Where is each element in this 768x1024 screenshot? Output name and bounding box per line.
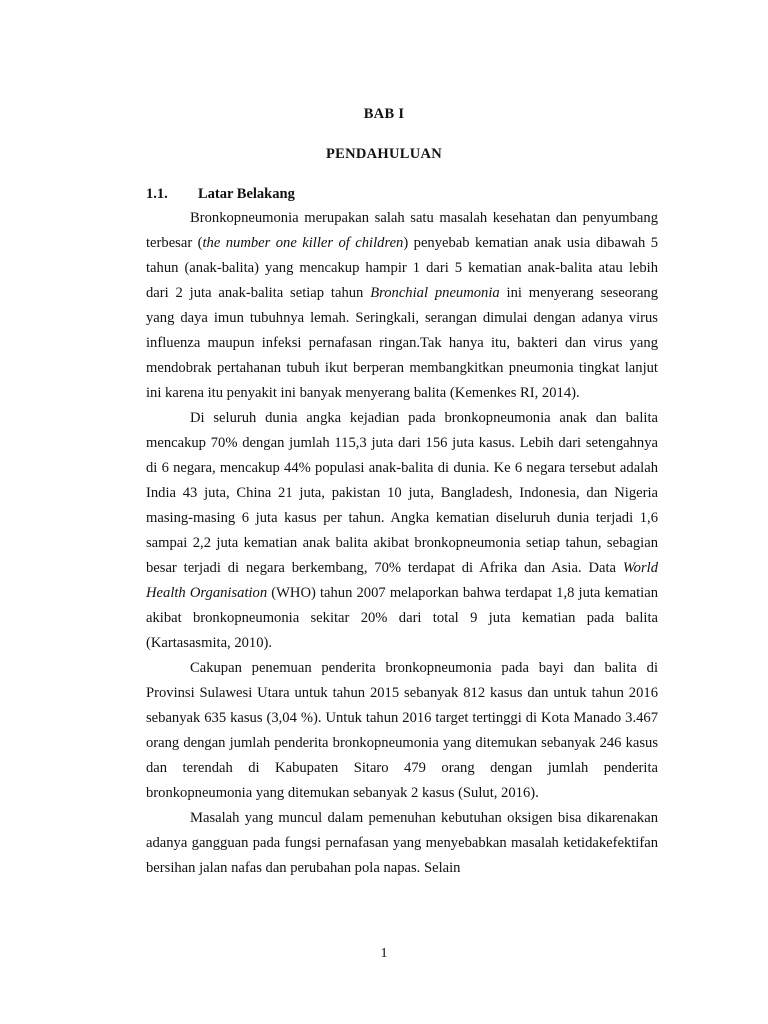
paragraph xyxy=(146,406,658,656)
text-run: Di seluruh dunia angka kejadian pada bronkopneumonia anak dan balita mencakup 70% dengan jumlah 115,3 juta dari 156 juta kasus. Lebih dari setengahnya di 6 negara, mencakup 44% populasi anak-balita di dunia. Ke 6 negara tersebut adalah India 43 juta, China 21 juta, pakistan 10 juta, Bangladesh, Indonesia, dan Nigeria masing-masing 6 juta kasus per tahun. Angka kematian diseluruh dunia terjadi 1,6 sampai 2,2 juta kematian anak balita akibat bronkopneumonia setiap tahun, sebagian besar terjadi di negara berkembang, 70% terdapat di Afrika dan Asia. Data xyxy=(146,410,658,576)
body-text xyxy=(146,206,658,881)
italic-text: World Health Organisation xyxy=(146,560,658,601)
chapter-heading: BAB I xyxy=(363,106,405,122)
section-heading xyxy=(146,186,295,203)
italic-text: Bronchial pneumonia xyxy=(370,285,500,301)
text-run: Cakupan penemuan penderita bronkopneumonia pada bayi dan balita di Provinsi Sulawesi Utara untuk tahun 2015 sebanyak 812 kasus dan untuk tahun 2016 sebanyak 635 kasus (3,04 %). Untuk tahun 2016 target tertinggi di Kota Manado 3.467 orang dengan jumlah penderita bronkopneumonia yang ditemukan sebanyak 246 kasus dan terendah di Kabupaten Sitaro 479 orang dengan jumlah penderita bronkopneumonia yang ditemukan sebanyak 2 kasus (Sulut, 2016). xyxy=(146,660,658,801)
page-number: 1 xyxy=(380,946,388,961)
text-run: Bronkopneumonia merupakan salah satu masalah kesehatan dan penyumbang terbesar ( xyxy=(146,210,658,251)
section-number: 1.1. xyxy=(146,186,168,202)
paragraph xyxy=(146,206,658,406)
text-run: Masalah yang muncul dalam pemenuhan kebutuhan oksigen bisa dikarenakan adanya gangguan pada fungsi pernafasan yang menyebabkan masalah ketidakefektifan bersihan jalan nafas dan perubahan pola napas. Selain xyxy=(146,810,658,876)
text-run: ) penyebab kematian anak usia dibawah 5 tahun (anak-balita) yang mencakup hampir 1 dari 5 kematian anak-balita atau lebih dari 2 juta anak-balita setiap tahun xyxy=(146,235,658,301)
chapter-title: PENDAHULUAN xyxy=(325,146,443,162)
paragraph xyxy=(146,806,658,881)
section-title: Latar Belakang xyxy=(198,186,295,202)
paragraph xyxy=(146,656,658,806)
text-run: ini menyerang seseorang yang daya imun tubuhnya lemah. Seringkali, serangan dimulai dengan adanya virus influenza maupun infeksi pernafasan ringan.Tak hanya itu, bakteri dan virus yang mendobrak pertahanan tubuh ikut berperan membangkitkan pneumonia tingkat lanjut ini karena itu penyakit ini banyak menyerang balita (Kemenkes RI, 2014). xyxy=(146,285,659,401)
italic-text: the number one killer of children xyxy=(202,235,404,251)
text-run: (WHO) tahun 2007 melaporkan bahwa terdapat 1,8 juta kematian akibat bronkopneumonia sekitar 20% dari total 9 juta kematian pada balita (Kartasasmita, 2010). xyxy=(146,585,659,651)
